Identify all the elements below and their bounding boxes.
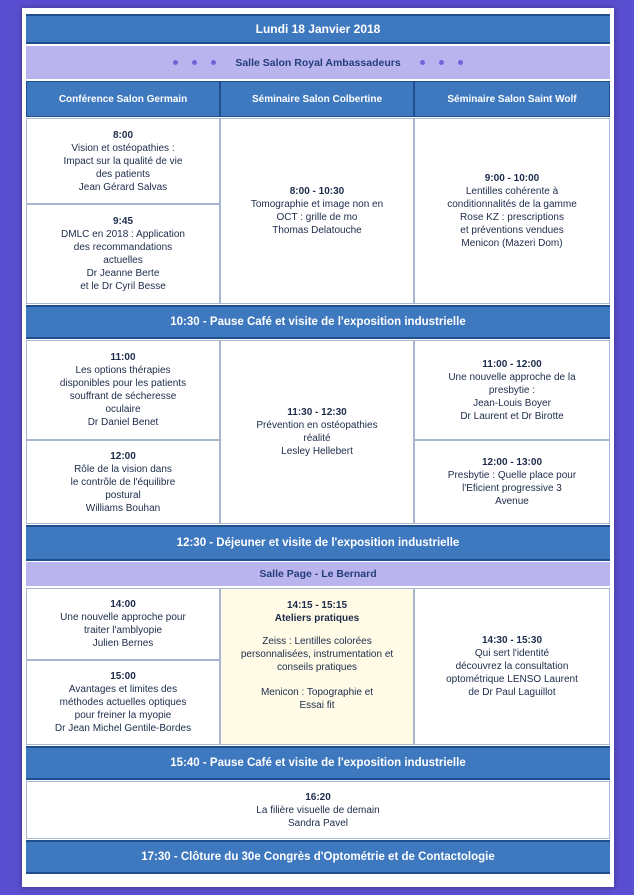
session-line: disponibles pour les patients xyxy=(59,378,187,389)
column-header-3: Séminaire Salon Saint Wolf xyxy=(414,81,610,117)
session-line: Vision et ostéopathies : xyxy=(71,142,175,154)
session-line: et le Dr Cyril Besse xyxy=(80,281,166,292)
dot-decoration xyxy=(420,60,425,65)
session-line: Avantages et limites des xyxy=(68,684,178,695)
session-late-left-b xyxy=(26,440,220,524)
session-line: Avenue xyxy=(495,496,529,507)
session-line: Rose KZ : prescriptions xyxy=(460,212,564,223)
room-band-label: Salle Salon Royal Ambassadeurs xyxy=(235,56,401,69)
dot-decoration xyxy=(439,60,444,65)
session-line: Tomographie et image non en xyxy=(250,199,384,210)
break-bar-1: 10:30 - Pause Café et visite de l'exposition industrielle xyxy=(26,305,610,339)
session-line: Presbytie : Quelle place pour xyxy=(447,470,577,481)
session-line: Jean-Louis Boyer xyxy=(473,397,551,409)
session-late-mid xyxy=(220,340,414,524)
session-line: Qui sert l'identité xyxy=(474,648,550,659)
afternoon-room-band: Salle Page - Le Bernard xyxy=(26,562,610,586)
session-line: postural xyxy=(105,489,141,501)
session-line: le contrôle de l'équilibre xyxy=(70,476,176,488)
session-time: 15:00 xyxy=(110,671,136,682)
session-line: Dr Jeanne Berte xyxy=(86,268,160,279)
session-line: conseils pratiques xyxy=(276,662,358,673)
session-line: Une nouvelle approche pour xyxy=(60,612,186,623)
session-line: DMLC en 2018 : Application xyxy=(61,229,185,240)
session-line: Dr Laurent et Dr Birotte xyxy=(460,410,564,422)
session-line: Dr Jean Michel Gentile-Bordes xyxy=(54,723,192,734)
session-time: 8:00 xyxy=(112,129,133,141)
session-time: 11:00 xyxy=(110,352,136,363)
session-line: personnalisées, instrumentation et xyxy=(240,649,394,660)
session-late-right-b xyxy=(414,440,610,524)
session-afternoon-left-a xyxy=(26,588,220,660)
session-line: oculaire xyxy=(105,404,141,415)
session-line: Impact sur la qualité de vie xyxy=(63,155,183,167)
dot-decoration xyxy=(173,60,178,65)
session-line: Rôle de la vision dans xyxy=(74,463,172,475)
session-time: 11:30 - 12:30 xyxy=(287,407,347,418)
session-line: de Dr Paul Laguillot xyxy=(468,687,556,698)
session-line: Williams Bouhan xyxy=(85,502,161,514)
session-line: traiter l'amblyopie xyxy=(83,625,163,636)
session-morning-right xyxy=(414,118,610,304)
session-line: Menicon : Topographie et xyxy=(260,687,374,698)
session-line: Les options thérapies xyxy=(75,365,171,376)
session-late-right-a xyxy=(414,340,610,440)
session-time: 9:45 xyxy=(112,216,133,227)
session-closing-talk xyxy=(26,781,610,839)
session-time: 14:00 xyxy=(110,599,136,610)
session-line: Thomas Delatouche xyxy=(272,225,362,236)
session-afternoon-workshops xyxy=(220,588,414,745)
closing-bar: 17:30 - Clôture du 30e Congrès d'Optométrie et de Contactologie xyxy=(26,840,610,874)
session-morning-mid xyxy=(220,118,414,304)
session-line: Une nouvelle approche de la xyxy=(448,371,576,383)
session-line: presbytie : xyxy=(488,384,536,396)
session-morning-left-a xyxy=(26,118,220,204)
column-header-1: Conférence Salon Germain xyxy=(26,81,220,117)
session-time: 12:00 xyxy=(110,450,136,462)
day-title: Lundi 18 Janvier 2018 xyxy=(26,14,610,44)
session-line: découvrez la consultation xyxy=(455,661,569,672)
session-line: Essai fit xyxy=(299,700,335,711)
session-line: des patients xyxy=(96,168,150,180)
session-line: Prévention en ostéopathies xyxy=(256,420,378,431)
session-line: Julien Bernes xyxy=(92,638,154,649)
session-line: Lentilles cohérente à xyxy=(465,186,559,197)
lunch-bar: 12:30 - Déjeuner et visite de l'exposition industrielle xyxy=(26,525,610,561)
session-time: 9:00 - 10:00 xyxy=(484,173,540,184)
session-line: des recommandations xyxy=(73,242,173,253)
session-line: souffrant de sécheresse xyxy=(69,391,177,402)
session-line: Zeiss : Lentilles colorées xyxy=(262,636,372,647)
session-late-left-a xyxy=(26,340,220,440)
session-line: et préventions vendues xyxy=(460,225,564,236)
session-time: 14:15 - 15:15 xyxy=(286,600,348,611)
break-bar-2: 15:40 - Pause Café et visite de l'exposition industrielle xyxy=(26,746,610,780)
session-afternoon-left-b xyxy=(26,660,220,745)
session-line: Dr Daniel Benet xyxy=(87,417,159,428)
session-line: La filière visuelle de demain xyxy=(256,804,380,816)
session-afternoon-right xyxy=(414,588,610,745)
session-line: optométrique LENSO Laurent xyxy=(446,674,578,685)
session-line: méthodes actuelles optiques xyxy=(59,697,187,708)
session-line: réalité xyxy=(303,433,331,444)
session-morning-left-b xyxy=(26,204,220,304)
session-line: conditionnalités de la gamme xyxy=(447,199,577,210)
session-line: Sandra Pavel xyxy=(287,817,349,829)
session-time: 11:00 - 12:00 xyxy=(482,358,542,370)
session-line: l'Eficient progressive 3 xyxy=(462,483,562,494)
dot-decoration xyxy=(192,60,197,65)
dot-decoration xyxy=(211,60,216,65)
session-line: Lesley Hellebert xyxy=(281,446,353,457)
session-line: pour freiner la myopie xyxy=(74,710,172,721)
session-line: Menicon (Mazeri Dom) xyxy=(461,238,563,249)
session-time: 14:30 - 15:30 xyxy=(481,635,543,646)
session-time: 8:00 - 10:30 xyxy=(289,186,345,197)
session-line: actuelles xyxy=(103,255,143,266)
room-band xyxy=(26,46,610,79)
session-time: 12:00 - 13:00 xyxy=(481,457,543,468)
column-header-2: Séminaire Salon Colbertine xyxy=(220,81,414,117)
session-line: Jean Gérard Salvas xyxy=(78,181,168,193)
dot-decoration xyxy=(458,60,463,65)
session-time: 16:20 xyxy=(305,791,331,803)
session-title: Ateliers pratiques xyxy=(274,613,360,624)
session-line: OCT : grille de mo xyxy=(276,212,358,223)
